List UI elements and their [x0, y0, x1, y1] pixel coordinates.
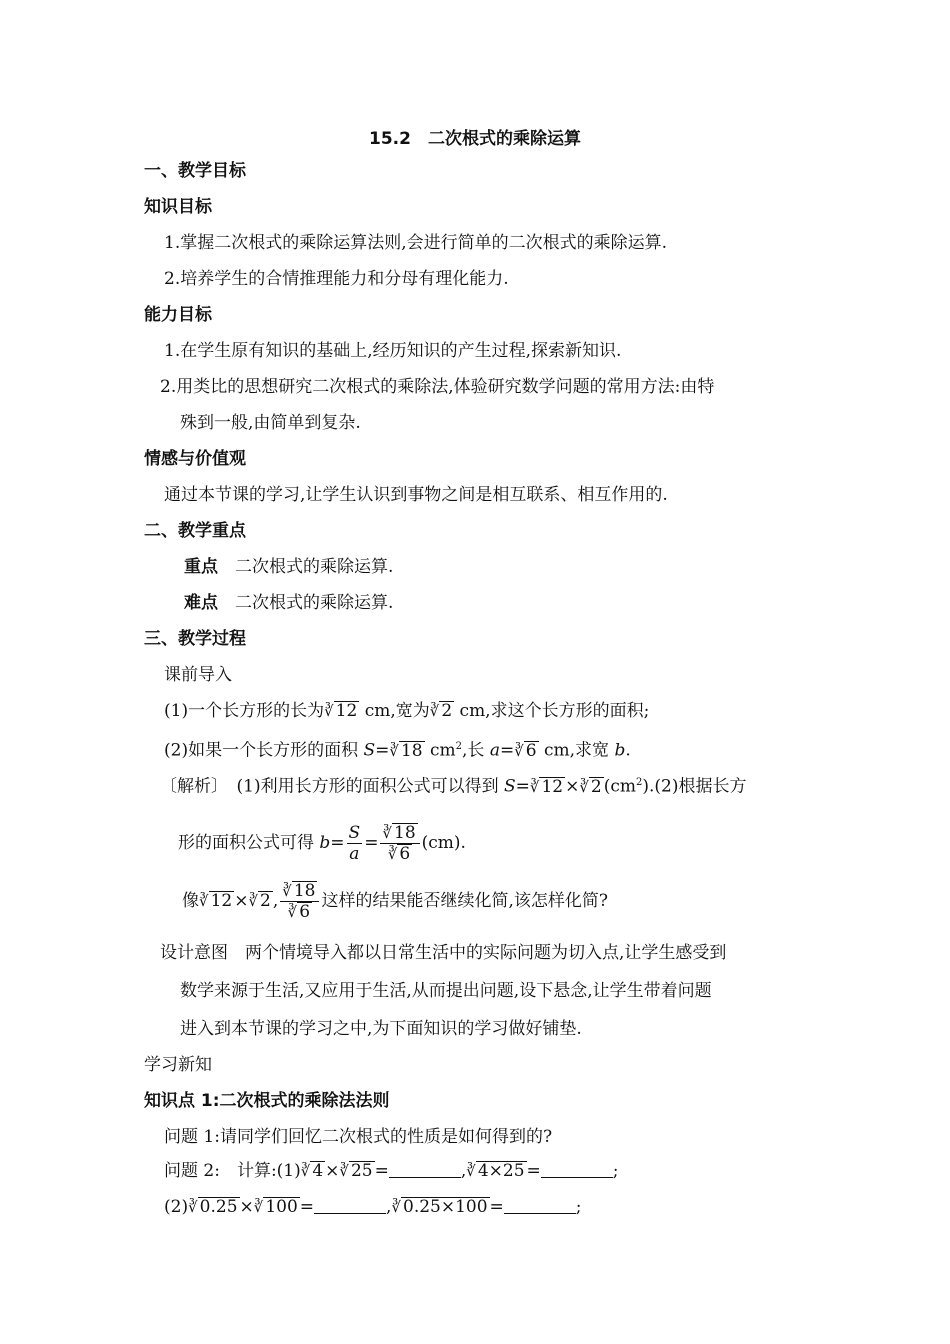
problem-2: 问题 2: 计算:(1)∛ 4 ×∛ 25 = ,∛ 4×25 = ; [164, 1161, 619, 1181]
learn-new-heading: 学习新知 [144, 1055, 212, 1075]
section-heading-key-points: 二、教学重点 [144, 521, 246, 541]
section-heading-process: 三、教学过程 [144, 629, 246, 649]
difficulty-label: 难点 [184, 593, 218, 613]
problem-2-part-2: (2)∛ 0.25 ×∛ 100 = ,∛ 0.25×100 = ; [164, 1197, 582, 1217]
question-2: (2)如果一个长方形的面积 S=∛ 18 $cm^2$,长 a=∛ 6 cm,求宽 b. [164, 740, 631, 761]
radical: ∛ 18 [389, 740, 423, 761]
ability-item-1: 1.在学生原有知识的基础上,经历知识的产生过程,探索新知识. [164, 341, 622, 361]
radical: ∛ 12 [324, 701, 358, 721]
answer-blank[interactable] [389, 1161, 461, 1178]
radical: ∛ 2 [429, 701, 453, 721]
radical: ∛ 25 [339, 1161, 373, 1181]
answer-blank[interactable] [504, 1197, 576, 1214]
problem-1: 问题 1:请同学们回忆二次根式的性质是如何得到的? [164, 1127, 553, 1147]
radical: ∛ 12 [199, 891, 233, 911]
ability-item-2-line1: 2.用类比的思想研究二次根式的乘除法,体验研究数学问题的常用方法:由特 [160, 377, 715, 397]
design-intent-label: 设计意图 [160, 943, 228, 963]
analysis-label: 〔解析〕 [160, 776, 220, 797]
analysis-line-2: 形的面积公式可得 b= $\frac{S}{a}$ = $\frac{∛ 18}{∛ 6}$ (cm). [178, 823, 466, 864]
design-intent-line-1: 设计意图 两个情境导入都以日常生活中的实际问题为切入点,让学生感受到 [160, 943, 727, 963]
radical: ∛ 6 [514, 740, 537, 761]
ability-item-2-line2: 殊到一般,由简单到复杂. [180, 413, 361, 433]
section-heading-goals: 一、教学目标 [144, 161, 246, 181]
radical: ∛ 4 [300, 1161, 324, 1181]
like-question: 像∛ 12 ×∛ 2 , $\frac{∛ 18}{∛ 6}$ 这样的结果能否继续化简,该怎样化简? [182, 876, 608, 926]
key-label: 重点 [184, 557, 218, 577]
answer-blank[interactable] [314, 1197, 386, 1214]
radical: ∛ 0.25 [188, 1197, 238, 1217]
question-1: (1)一个长方形的长为∛ 12 cm,宽为∛ 2 cm,求这个长方形的面积; [164, 701, 650, 721]
radical: ∛ 2 [248, 891, 271, 911]
design-intent-line-3: 进入到本节课的学习之中,为下面知识的学习做好铺垫. [180, 1019, 582, 1039]
radical: ∛ 2 [579, 776, 602, 797]
radical: ∛ 4×25 [466, 1161, 525, 1181]
knowledge-point-1-heading: 知识点 1:二次根式的乘除法法则 [144, 1091, 390, 1111]
fraction-s-over-a: $\frac{S}{a}$ [348, 823, 361, 864]
knowledge-item-1: 1.掌握二次根式的乘除运算法则,会进行简单的二次根式的乘除运算. [164, 233, 668, 253]
subheading-ability: 能力目标 [144, 305, 212, 325]
knowledge-item-2: 2.培养学生的合情推理能力和分母有理化能力. [164, 269, 509, 289]
page-title: 15.2 二次根式的乘除运算 [369, 129, 581, 149]
fraction-root18-over-root6: $\frac{∛ 18}{∛ 6}$ [380, 823, 419, 864]
radical: ∛ 100 [253, 1197, 298, 1217]
key-text: 二次根式的乘除运算. [235, 557, 394, 577]
analysis-line-1: 〔解析〕 (1)利用长方形的面积公式可以得到 S=∛ 12 ×∛ 2 $(cm^2).(2)$根据长方 [160, 776, 747, 797]
answer-blank[interactable] [541, 1161, 613, 1178]
subheading-knowledge: 知识目标 [144, 197, 212, 217]
difficulty-row [184, 592, 393, 614]
radical: ∛ 12 [529, 776, 564, 797]
radical: ∛ 0.25×100 [391, 1197, 488, 1217]
intro-heading: 课前导入 [164, 665, 232, 685]
emotion-item: 通过本节课的学习,让学生认识到事物之间是相互联系、相互作用的. [164, 485, 668, 505]
difficulty-text: 二次根式的乘除运算. [235, 593, 394, 613]
subheading-emotion: 情感与价值观 [144, 449, 246, 469]
fraction-root18-over-root6: $\frac{∛ 18}{∛ 6}$ [280, 881, 319, 922]
design-intent-line-2: 数学来源于生活,又应用于生活,从而提出问题,设下悬念,让学生带着问题 [180, 981, 712, 1001]
key-point-row [184, 556, 393, 578]
